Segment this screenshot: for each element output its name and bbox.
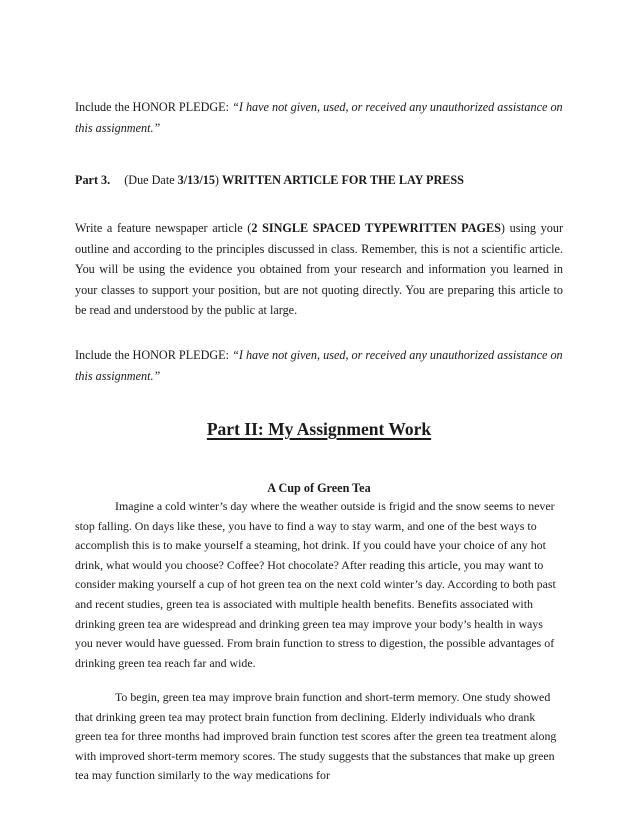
- honor-pledge-paragraph-2: [75, 345, 563, 386]
- honor-pledge-quote: “I have not given, used, or received any unauthorized assistance on this assignment.”: [75, 348, 563, 383]
- honor-pledge-lead: Include the: [75, 100, 133, 114]
- part3-due-date: 3/13/15: [177, 173, 215, 187]
- article-paragraph-2: To begin, green tea may improve brain function and short-term memory. One study showed that drinking green tea may protect brain function from declining. Elderly individuals who drank green tea for three months had improved brain function test scores after the green tea treatment along with improved short-term memory scores. The study suggests that the substances that make up green tea may function similarly to the way medications for: [75, 690, 557, 783]
- honor-pledge-lead: Include the: [75, 348, 133, 362]
- part3-due-close: ): [214, 173, 223, 187]
- article-title: A Cup of Green Tea: [267, 481, 371, 495]
- section-heading: [75, 418, 563, 440]
- part3-heading: [75, 170, 563, 191]
- document-page: [75, 0, 563, 826]
- honor-pledge-label: HONOR PLEDGE:: [132, 348, 233, 362]
- part3-label: Part 3.: [75, 173, 111, 187]
- article-paragraph-1: Imagine a cold winter’s day where the weather outside is frigid and the snow seems to never stop falling. On days like these, you have to find a way to stay warm, and one of the best ways to accomplish this is to make yourself a steaming, hot drink. If you could have your choice of any hot drink, what would you choose? Coffee? Hot chocolate? After reading this article, you may want to consider making yourself a cup of hot green tea on the next cold winter’s day. According to both past and recent studies, green tea is associated with multiple health benefits. Benefits associated with drinking green tea are widespread and drinking green tea may improve your body’s health in ways you never would have guessed. From brain function to stress to digestion, the possible advantages of drinking green tea reach far and wide.: [75, 499, 556, 670]
- part3-body-pre: Write a feature newspaper article (: [75, 221, 252, 235]
- part3-title: WRITTEN ARTICLE FOR THE LAY PRESS: [222, 173, 464, 187]
- part3-body-bold: 2 SINGLE SPACED TYPEWRITTEN PAGES: [251, 221, 501, 235]
- part3-due-open: (Due Date: [124, 173, 178, 187]
- honor-pledge-paragraph-1: [75, 97, 563, 138]
- part3-body-post: ) using your outline and according to the principles discussed in class. Remember, this is not a scientific article. You will be using the evidence you obtained from your research and information you learned in your classes to support your position, but are not quoting directly. You are preparing this article to be read and understood by the public at large.: [75, 221, 564, 317]
- honor-pledge-quote: “I have not given, used, or received any unauthorized assistance on this assignment.”: [75, 100, 563, 135]
- section-heading-text: Part II: My Assignment Work: [206, 419, 432, 439]
- honor-pledge-label: HONOR PLEDGE:: [132, 100, 233, 114]
- part3-instructions: [75, 218, 563, 321]
